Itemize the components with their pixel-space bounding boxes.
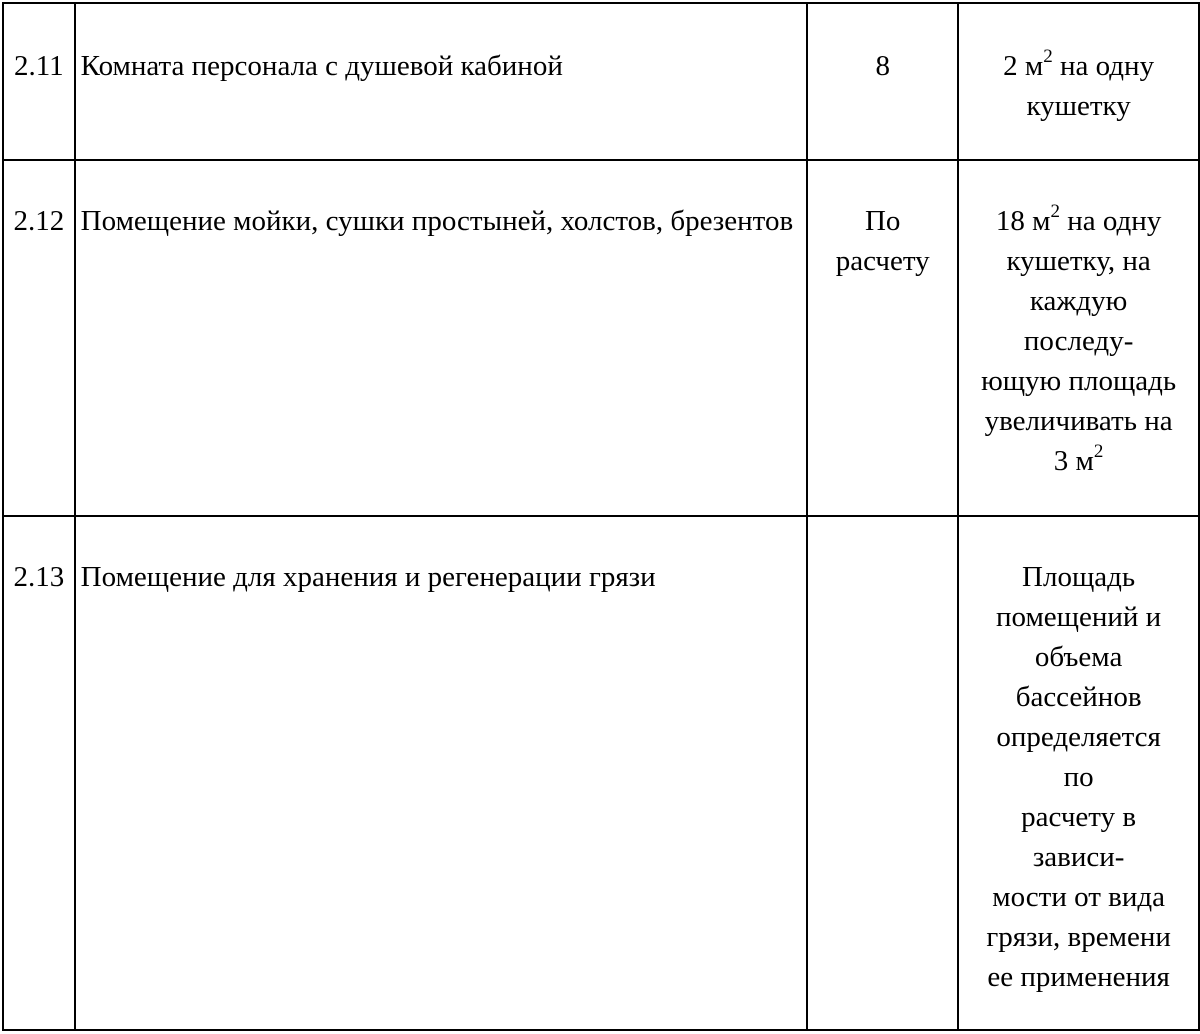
- row-number: 2.12: [3, 160, 75, 516]
- room-quantity: [807, 516, 958, 1030]
- area-norm: 2 $м^2$ на одну кушетку: [958, 3, 1199, 160]
- table-row: [3, 160, 1199, 516]
- area-norm: Площадь помещений и объема бассейнов определяется по расчету в зависи- мости от вида грязи, времени ее применения: [958, 516, 1199, 1030]
- row-number: 2.13: [3, 516, 75, 1030]
- table-row: [3, 516, 1199, 1030]
- row-number: 2.11: [3, 3, 75, 160]
- room-name: Помещение мойки, сушки простыней, холстов, брезентов: [75, 160, 807, 516]
- table-row: [3, 3, 1199, 160]
- norms-table: [2, 2, 1200, 1031]
- area-norm: 18 $м^2$ на одну кушетку, на каждую последу- ющую площадь увеличивать на 3 $м^2$: [958, 160, 1199, 516]
- room-name: Комната персонала с душевой кабиной: [75, 3, 807, 160]
- room-quantity: 8: [807, 3, 958, 160]
- room-quantity: По расчету: [807, 160, 958, 516]
- room-name: Помещение для хранения и регенерации грязи: [75, 516, 807, 1030]
